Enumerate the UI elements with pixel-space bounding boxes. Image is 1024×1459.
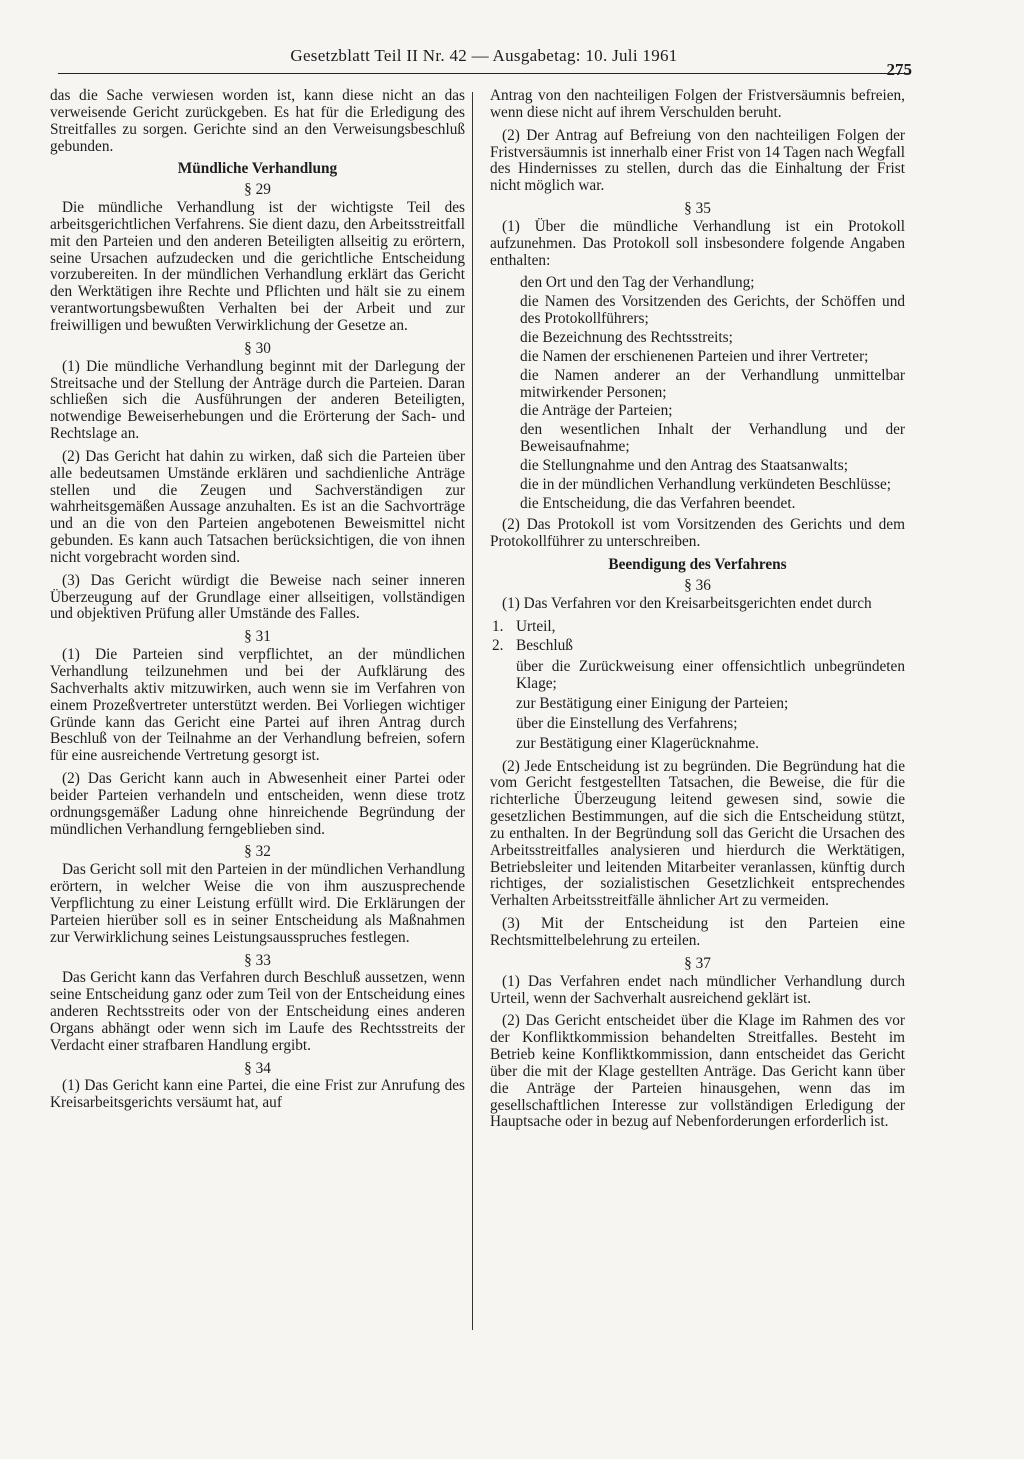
list-item: die Namen des Vorsitzenden des Gerichts, der Schöffen und des Protokollführers; <box>520 293 905 328</box>
section-33-title: § 33 <box>244 951 271 969</box>
list-item <box>492 638 905 655</box>
list-item <box>492 619 905 636</box>
section-33-text: Das Gericht kann das Verfahren durch Beschluß aussetzen, wenn seine Entscheidung ganz oder zum Teil von der Entscheidung eines anderen Rechtsstreits oder von der Entscheidung eines anderen Organs abhängt oder wenn sich im Laufe des Rechtsstreits der Verdacht einer strafbaren Handlung ergibt. <box>50 969 465 1054</box>
list-item: die Stellungnahme und den Antrag des Staatsanwalts; <box>520 456 848 474</box>
section-31-paragraph-1: (1) Die Parteien sind verpflichtet, an der mündlichen Verhandlung teilzunehmen und bei der Aufklärung des Sachverhalts aktiv mitzuwirken, auch wenn sie im Verfahren von einem Prozeßvertreter unterstützt werden. Bei Vorliegen wichtiger Gründe kann das Gericht eine Partei auf ihren Antrag durch Beschluß von der Teilnahme an der Verhandlung befreien, sofern für eine ausreichende Vertretung gesorgt ist. <box>50 646 465 765</box>
list-item: den wesentlichen Inhalt der Verhandlung und der Beweisaufnahme; <box>520 421 905 456</box>
list-number: 2. <box>492 637 504 655</box>
section-32-text: Das Gericht soll mit den Parteien in der mündlichen Verhandlung erörtern, in welcher Weise die von ihm auszusprechende Verpflichtung zu einer Leistung erfüllt wird. Die Erklärungen der Parteien hierüber soll es in seiner Entscheidung als Maßnahmen zur Verwirklichung seines Leistungsausspruches festlegen. <box>50 861 465 946</box>
list-item: über die Einstellung des Verfahrens; <box>516 714 738 732</box>
list-item: die Anträge der Parteien; <box>520 402 673 420</box>
section-37-paragraph-1: (1) Das Verfahren endet nach mündlicher Verhandlung durch Urteil, wenn der Sachverhalt ausreichend geklärt ist. <box>490 972 905 1007</box>
section-34-paragraph-1: (1) Das Gericht kann eine Partei, die eine Frist zur Anrufung des Kreisarbeitsgerichts versäumt hat, auf <box>50 1077 465 1112</box>
section-31-paragraph-2: (2) Das Gericht kann auch in Abwesenheit einer Partei oder beider Parteien verhandeln und entscheiden, wenn diese trotz ordnungsgemäßer Ladung ohne hinreichende Begründung der mündlichen Verhandlung ferngeblieben sind. <box>50 770 465 838</box>
header-title: Gesetzblatt Teil II Nr. 42 — Ausgabetag: 10. Juli 1961 <box>290 46 678 65</box>
list-item-text: Beschluß <box>516 637 573 655</box>
list-item: den Ort und den Tag der Verhandlung; <box>520 274 755 292</box>
section-30-paragraph-3: (3) Das Gericht würdigt die Beweise nach seiner inneren Überzeugung auf der Grundlage einer allseitigen, vollständigen und objektiven Prüfung aller Umstände des Falles. <box>50 571 465 623</box>
decision-types-list <box>516 659 905 752</box>
section-31-title: § 31 <box>244 628 271 646</box>
section-35-paragraph-2: (2) Das Protokoll ist vom Vorsitzenden des Gerichts und dem Protokollführer zu unterschreiben. <box>490 516 905 551</box>
section-30-paragraph-1: (1) Die mündliche Verhandlung beginnt mit der Darlegung der Streitsache und der Stellung der Anträge durch die Parteien. Daran schließen sich die Ausführungen der anderen Beteiligten, notwendige Beweiserhebungen und die Erörterung der Sach- und Rechtslage an. <box>50 357 465 443</box>
header-rule <box>58 73 910 74</box>
section-29-text: Die mündliche Verhandlung ist der wichtigste Teil des arbeitsgerichtlichen Verfahrens. Sie dient dazu, den Arbeitsstreitfall mit den Parteien und den anderen Beteiligten allseitig zu erörtern, seine Ursachen aufzudecken und die gerichtliche Entscheidung vorzubereiten. In der mündlichen Verhandlung erklärt das Gericht den Werktätigen ihre Rechte und Pflichten und hält sie zu einem verantwortungsbewußten Verhalten bei der Arbeit und zur freiwilligen und bewußten Verwirklichung der Gesetze an. <box>50 199 465 334</box>
termination-types-list <box>492 619 905 656</box>
section-heading-muendliche-verhandlung: Mündliche Verhandlung <box>177 160 338 178</box>
section-36-paragraph-2: (2) Jede Entscheidung ist zu begründen. Die Begründung hat die vom Gericht festgestellten Tatsachen, die Beweise, die für die richterliche Überzeugung leitend gewesen sind, sowie die gesetzlichen Bestimmungen, auf die sich die Entscheidung stützt, zu enthalten. In der Begründung soll das Gericht die Ursachen des Arbeitsstreitfalles analysieren und hierdurch die Werktätigen, Betriebsleiter und leitenden Mitarbeiter veranlassen, künftig durch richtiges, der sozialistischen Gesetzlichkeit entsprechendes Verhalten Arbeitsstreitfälle ähnlicher Art zu vermeiden. <box>490 757 905 910</box>
section-32-title: § 32 <box>244 843 271 861</box>
section-34-paragraph-2: (2) Der Antrag auf Befreiung von den nachteiligen Folgen der Fristversäumnis ist innerhalb einer Frist von 14 Tagen nach Wegfall des Hindernisses zu stellen, durch das die Einhaltung der Frist nicht möglich war. <box>490 126 905 195</box>
section-35-title: § 35 <box>684 200 711 218</box>
page-number: 275 <box>886 60 912 79</box>
left-column <box>50 88 465 1118</box>
section-heading-beendigung: Beendigung des Verfahrens <box>608 556 787 574</box>
section-34-title: § 34 <box>244 1059 271 1077</box>
list-item: zur Bestätigung einer Klagerücknahme. <box>516 734 759 752</box>
section-30-title: § 30 <box>244 339 271 357</box>
list-item: die Namen anderer an der Verhandlung unmittelbar mitwirkender Personen; <box>520 366 905 401</box>
list-item: zur Bestätigung einer Einigung der Parteien; <box>516 695 789 712</box>
list-item: die in der mündlichen Verhandlung verkündeten Beschlüsse; <box>520 475 892 493</box>
section-36-paragraph-1: (1) Das Verfahren vor den Kreisarbeitsgerichten endet durch <box>502 594 872 612</box>
section-37-paragraph-2: (2) Das Gericht entscheidet über die Klage im Rahmen des vor der Konfliktkommission behandelten Streitfalles. Besteht im Betrieb keine Konfliktkommission, dann entscheidet das Gericht über die mit der Klage gestellten Anträge. Das Gericht kann über die Anträge der Parteien hinausgehen, wenn das im gesellschaftlichen Interesse zur vollständigen Erledigung der Hauptsache oder in bezug auf Nebenforderungen erforderlich ist. <box>490 1012 905 1131</box>
protocol-items-list <box>520 275 905 512</box>
paragraph-continuation: das die Sache verwiesen worden ist, kann diese nicht an das verweisende Gericht zurückgeben. Es hat für die Erledigung des Streitfalles zu sorgen. Gerichte sind an den Verweisungsbeschluß gebunden. <box>50 87 465 155</box>
list-item: über die Zurückweisung einer offensichtlich unbegründeten Klage; <box>516 658 905 693</box>
page-header <box>58 46 912 79</box>
right-column <box>490 88 905 1137</box>
section-35-paragraph-1: (1) Über die mündliche Verhandlung ist ein Protokoll aufzunehmen. Das Protokoll soll insbesondere folgende Angaben enthalten: <box>490 217 905 269</box>
section-30-paragraph-2: (2) Das Gericht hat dahin zu wirken, daß sich die Parteien über alle bedeutsamen Umstände erklären und sachdienliche Anträge stellen und die Zeugen und Sachverständigen zur wahrheitsgemäßen Aussage anzuhalten. Es ist an die Sachvorträge und an die von den Parteien angebotenen Beweismittel nicht gebunden. Es kann auch Tatsachen berücksichtigen, die von ihnen nicht vorgebracht worden sind. <box>50 447 465 566</box>
section-36-paragraph-3: (3) Mit der Entscheidung ist den Parteien eine Rechtsmittelbelehrung zu erteilen. <box>490 915 905 949</box>
list-item: die Bezeichnung des Rechtsstreits; <box>520 328 733 346</box>
section-36-title: § 36 <box>684 576 711 594</box>
section-34-paragraph-1-continued: Antrag von den nachteiligen Folgen der Fristversäumnis befreien, wenn diese nicht auf ihrem Verschulden beruht. <box>490 87 905 121</box>
column-divider <box>472 92 473 1330</box>
list-item: die Entscheidung, die das Verfahren beendet. <box>520 494 796 512</box>
list-item-text: Urteil, <box>516 617 556 635</box>
section-29-title: § 29 <box>244 181 271 199</box>
section-37-title: § 37 <box>684 954 711 972</box>
list-number: 1. <box>492 617 504 635</box>
list-item: die Namen der erschienenen Parteien und ihrer Vertreter; <box>520 347 869 365</box>
